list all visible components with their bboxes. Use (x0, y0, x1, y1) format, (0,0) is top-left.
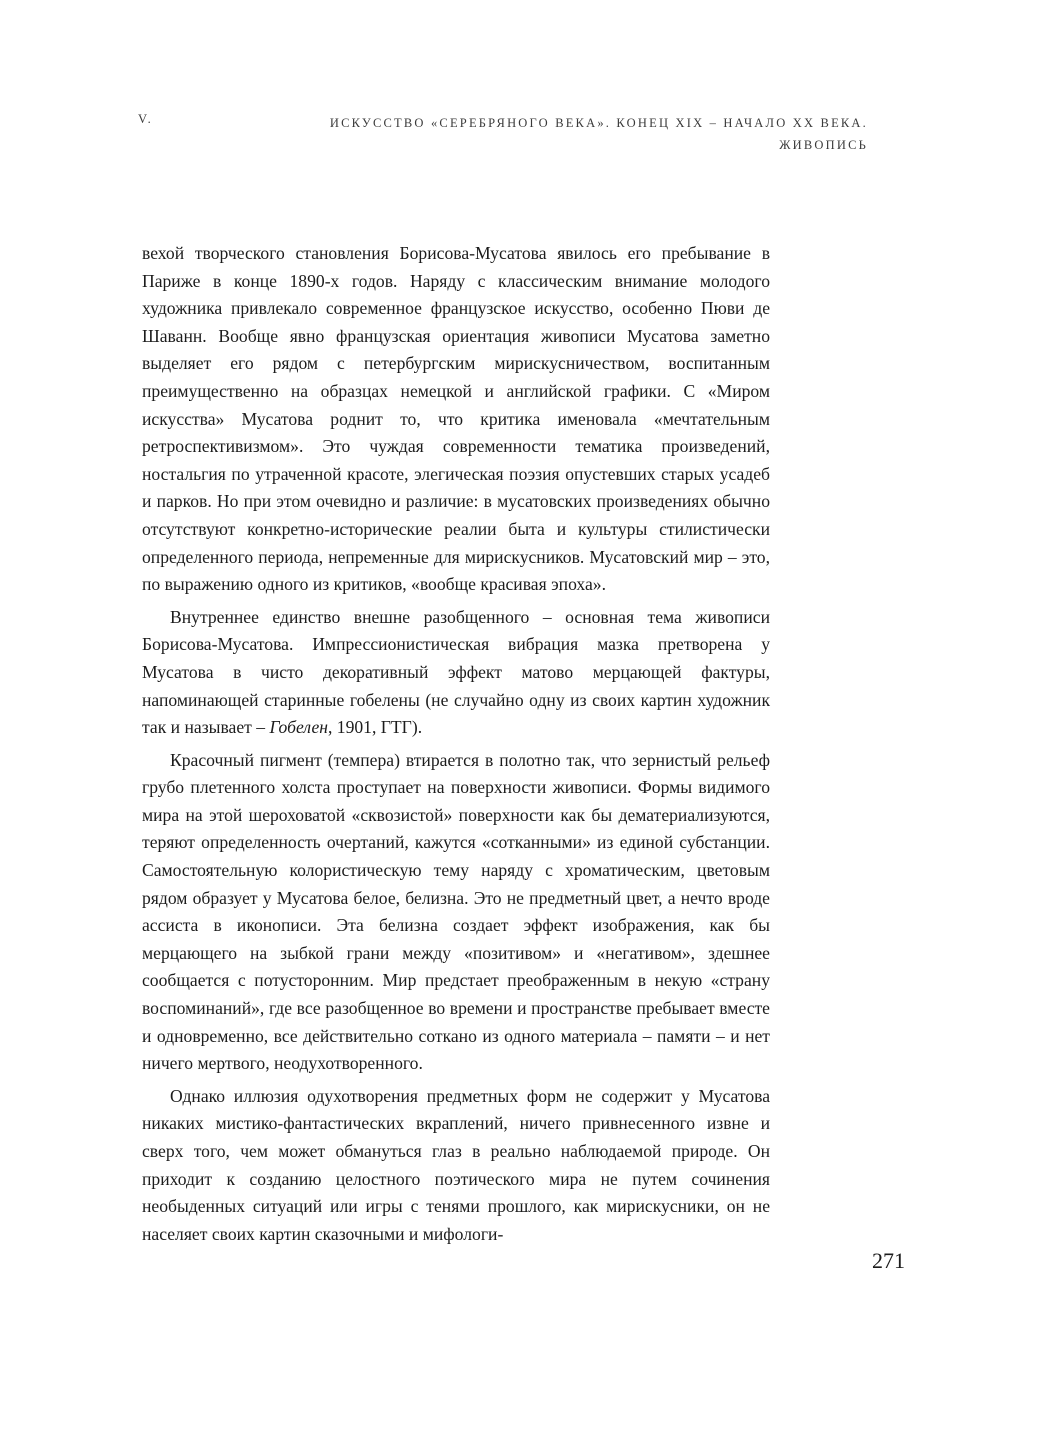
chapter-number: V. (138, 112, 153, 126)
running-head-title (248, 112, 868, 156)
running-head-title-line1: ИСКУССТВО «СЕРЕБРЯНОГО ВЕКА». КОНЕЦ XIX – НАЧАЛО XX ВЕКА. (329, 116, 868, 130)
paragraph-4: Однако иллюзия одухотворения предметных форм не содержит у Мусатова никаких мистико-фантастических вкраплений, ничего привнесенного извне и сверх того, чем может обмануться глаз в реально наблюдаемой природе. Он приходит к созданию целостного поэтического мира не путем сочинения необыденных ситуаций или игры с тенями прошлого, как мирискусники, он не населяет своих картин сказочными и мифологи- (142, 1085, 770, 1244)
paragraph-3: Красочный пигмент (темпера) втирается в полотно так, что зернистый рельеф грубо плетенного холста проступает на поверхности живописи. Формы видимого мира на этой шероховатой «сквозистой» поверхности как бы дематериализуются, теряют определенность очертаний, кажутся «сотканными» из единой субстанции. Самостоятельную колористическую тему наряду с хроматическим, цветовым рядом образует у Мусатова белое, белизна. Это не предметный цвет, а нечто вроде ассиста в иконописи. Эта белизна создает эффект изображения, как бы мерцающего на зыбкой грани между «позитивом» и «негативом», здешнее сообщается с потусторонним. Мир предстает преображенным в некую «страну воспоминаний», где все разобщенное во времени и пространстве пребывает вместе и одновременно, все действительно соткано из одного материала – памяти – и нет ничего мертвого, неодухотворенного. (142, 749, 770, 1074)
paragraph-1: вехой творческого становления Борисова-Мусатова явилось его пребывание в Париже в конце 1890-х годов. Наряду с классическим внимание молодого художника привлекало современное французское искусство, особенно Пюви де Шаванн. Вообще явно французская ориентация живописи Мусатова заметно выделяет его рядом с петербургским мирискусничеством, воспитанным преимущественно на образцах немецкой и английской графики. С «Миром искусства» Мусатова роднит то, что критика именовала «мечтательным ретроспективизмом». Это чуждая современности тематика произведений, ностальгия по утраченной красоте, элегическая поэзия опустевших старых усадеб и парков. Но при этом очевидно и различие: в мусатовских произведениях обычно отсутствуют конкретно-исторические реалии быта и культуры стилистически определенного периода, непременные для мирискусников. Мусатовский мир – это, по выражению одного из критиков, «вообще красивая эпоха». (142, 243, 770, 595)
page-number: 271 (872, 1248, 905, 1273)
running-head-title-line2: ЖИВОПИСЬ (779, 138, 868, 152)
body-text (142, 240, 770, 1248)
paragraph-2: Внутреннее единство внешне разобщенного – основная тема живописи Борисова-Мусатова. Импрессионистическая вибрация мазка претворена у Мусатова в чисто декоративный эффект матово мерцающей фактуры, напоминающей старинные гобелены (не случайно одну из своих картин художник так и называет – Гобелен, 1901, ГТГ). (142, 606, 770, 738)
